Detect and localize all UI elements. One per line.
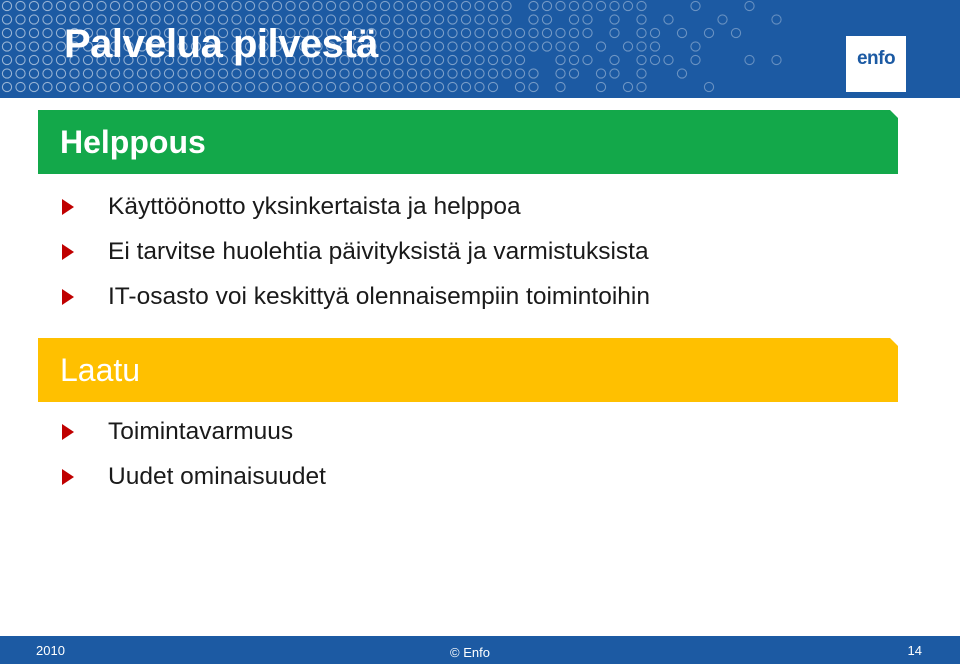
pattern-circle (650, 42, 659, 51)
pattern-circle (16, 69, 25, 78)
pattern-circle (340, 1, 349, 10)
pattern-circle (407, 28, 416, 37)
pattern-circle (461, 15, 470, 24)
pattern-circle (2, 42, 11, 51)
pattern-circle (529, 69, 538, 78)
pattern-circle (542, 28, 551, 37)
pattern-circle (718, 15, 727, 24)
pattern-circle (29, 1, 38, 10)
pattern-circle (529, 82, 538, 91)
pattern-circle (448, 55, 457, 64)
pattern-circle (380, 82, 389, 91)
pattern-circle (16, 15, 25, 24)
pattern-circle (637, 28, 646, 37)
pattern-circle (367, 82, 376, 91)
pattern-circle (407, 55, 416, 64)
pattern-circle (569, 55, 578, 64)
pattern-circle (29, 69, 38, 78)
pattern-circle (772, 15, 781, 24)
pattern-circle (421, 1, 430, 10)
pattern-circle (70, 1, 79, 10)
pattern-circle (286, 82, 295, 91)
bullet-arrow-icon (62, 244, 74, 260)
pattern-circle (394, 42, 403, 51)
pattern-circle (16, 1, 25, 10)
pattern-circle (502, 55, 511, 64)
pattern-circle (475, 69, 484, 78)
pattern-circle (259, 1, 268, 10)
pattern-circle (542, 1, 551, 10)
pattern-circle (488, 69, 497, 78)
pattern-circle (340, 82, 349, 91)
pattern-circle (556, 55, 565, 64)
pattern-circle (83, 82, 92, 91)
slide-footer (0, 636, 960, 664)
pattern-circle (448, 42, 457, 51)
pattern-circle (596, 69, 605, 78)
pattern-circle (448, 15, 457, 24)
pattern-circle (475, 55, 484, 64)
pattern-circle (691, 55, 700, 64)
pattern-circle (596, 42, 605, 51)
pattern-circle (407, 15, 416, 24)
bullet-arrow-icon (62, 469, 74, 485)
pattern-circle (515, 28, 524, 37)
pattern-circle (448, 69, 457, 78)
pattern-circle (124, 1, 133, 10)
pattern-circle (610, 1, 619, 10)
pattern-circle (542, 15, 551, 24)
list-item (62, 184, 521, 229)
pattern-circle (2, 15, 11, 24)
pattern-circle (205, 82, 214, 91)
bullet-arrow-icon (62, 424, 74, 440)
list-item (62, 274, 650, 319)
pattern-circle (70, 69, 79, 78)
pattern-circle (623, 82, 632, 91)
pattern-circle (637, 69, 646, 78)
pattern-circle (407, 42, 416, 51)
pattern-circle (272, 69, 281, 78)
pattern-circle (434, 28, 443, 37)
pattern-circle (124, 82, 133, 91)
pattern-circle (421, 15, 430, 24)
pattern-circle (772, 55, 781, 64)
pattern-circle (232, 1, 241, 10)
pattern-circle (623, 42, 632, 51)
pattern-circle (623, 1, 632, 10)
section-bar-shape (38, 338, 898, 402)
bullet-list-helppous (62, 184, 650, 319)
pattern-circle (434, 55, 443, 64)
section-title-laatu: Laatu (60, 352, 141, 388)
pattern-circle (556, 69, 565, 78)
pattern-circle (515, 42, 524, 51)
list-item (62, 454, 326, 499)
pattern-circle (488, 82, 497, 91)
slide-header (0, 0, 960, 98)
pattern-circle (569, 15, 578, 24)
pattern-circle (326, 1, 335, 10)
pattern-circle (2, 1, 11, 10)
pattern-circle (367, 69, 376, 78)
pattern-circle (43, 28, 52, 37)
pattern-circle (380, 42, 389, 51)
pattern-circle (515, 69, 524, 78)
pattern-circle (299, 69, 308, 78)
enfo-logo (846, 36, 906, 92)
pattern-circle (745, 55, 754, 64)
pattern-circle (583, 1, 592, 10)
pattern-circle (56, 82, 65, 91)
pattern-circle (461, 55, 470, 64)
section-bar-helppous (38, 110, 898, 174)
pattern-circle (313, 82, 322, 91)
pattern-circle (583, 55, 592, 64)
pattern-circle (421, 28, 430, 37)
pattern-circle (205, 69, 214, 78)
pattern-circle (488, 28, 497, 37)
pattern-circle (556, 82, 565, 91)
pattern-circle (124, 69, 133, 78)
pattern-circle (502, 15, 511, 24)
pattern-circle (529, 42, 538, 51)
pattern-circle (340, 69, 349, 78)
pattern-circle (97, 69, 106, 78)
pattern-circle (367, 1, 376, 10)
section-title-helppous: Helppous (60, 124, 206, 160)
pattern-circle (650, 28, 659, 37)
pattern-circle (461, 82, 470, 91)
pattern-circle (488, 1, 497, 10)
pattern-circle (232, 69, 241, 78)
pattern-circle (313, 69, 322, 78)
pattern-circle (205, 1, 214, 10)
bullet-text: Toimintavarmuus (108, 417, 294, 445)
pattern-circle (664, 55, 673, 64)
pattern-circle (461, 1, 470, 10)
bullet-text: IT-osasto voi keskittyä olennaisempiin toimintoihin (108, 282, 650, 310)
pattern-circle (286, 69, 295, 78)
slide-title: Palvelua pilvestä (64, 22, 378, 66)
pattern-circle (475, 28, 484, 37)
section-bar-laatu (38, 338, 898, 402)
pattern-circle (583, 15, 592, 24)
pattern-circle (569, 69, 578, 78)
pattern-circle (488, 42, 497, 51)
pattern-circle (2, 28, 11, 37)
pattern-circle (434, 69, 443, 78)
pattern-circle (43, 42, 52, 51)
pattern-circle (29, 82, 38, 91)
pattern-circle (326, 82, 335, 91)
pattern-circle (110, 82, 119, 91)
pattern-circle (2, 82, 11, 91)
pattern-circle (380, 69, 389, 78)
pattern-circle (556, 28, 565, 37)
pattern-circle (677, 28, 686, 37)
pattern-circle (583, 28, 592, 37)
pattern-circle (137, 82, 146, 91)
pattern-circle (151, 1, 160, 10)
pattern-circle (326, 69, 335, 78)
pattern-circle (43, 69, 52, 78)
pattern-circle (56, 69, 65, 78)
pattern-circle (137, 1, 146, 10)
pattern-circle (569, 1, 578, 10)
pattern-circle (191, 82, 200, 91)
pattern-circle (502, 28, 511, 37)
list-item (62, 229, 649, 274)
pattern-circle (502, 42, 511, 51)
footer-copyright: © Enfo (450, 645, 490, 660)
bullet-arrow-icon (62, 199, 74, 215)
pattern-circle (569, 42, 578, 51)
pattern-circle (394, 82, 403, 91)
pattern-circle (637, 1, 646, 10)
pattern-circle (461, 69, 470, 78)
pattern-circle (461, 42, 470, 51)
pattern-circle (394, 15, 403, 24)
pattern-circle (29, 28, 38, 37)
pattern-circle (434, 1, 443, 10)
pattern-circle (191, 69, 200, 78)
pattern-circle (475, 15, 484, 24)
pattern-circle (29, 55, 38, 64)
pattern-circle (502, 1, 511, 10)
pattern-circle (542, 42, 551, 51)
pattern-circle (43, 1, 52, 10)
pattern-circle (691, 1, 700, 10)
pattern-circle (353, 69, 362, 78)
pattern-circle (529, 15, 538, 24)
pattern-circle (380, 55, 389, 64)
pattern-circle (178, 82, 187, 91)
bullet-list-laatu (62, 409, 326, 499)
pattern-circle (272, 1, 281, 10)
pattern-circle (394, 55, 403, 64)
pattern-circle (448, 1, 457, 10)
pattern-circle (110, 1, 119, 10)
pattern-circle (97, 1, 106, 10)
pattern-circle (2, 55, 11, 64)
pattern-circle (353, 82, 362, 91)
pattern-circle (421, 55, 430, 64)
pattern-circle (637, 55, 646, 64)
pattern-circle (164, 69, 173, 78)
pattern-circle (637, 82, 646, 91)
pattern-circle (448, 28, 457, 37)
pattern-circle (556, 42, 565, 51)
pattern-circle (475, 1, 484, 10)
pattern-circle (502, 69, 511, 78)
pattern-circle (421, 42, 430, 51)
pattern-circle (272, 82, 281, 91)
pattern-circle (43, 15, 52, 24)
pattern-circle (421, 69, 430, 78)
pattern-circle (137, 69, 146, 78)
pattern-circle (16, 28, 25, 37)
pattern-circle (178, 69, 187, 78)
pattern-circle (70, 82, 79, 91)
pattern-circle (245, 69, 254, 78)
pattern-circle (380, 1, 389, 10)
pattern-circle (178, 1, 187, 10)
pattern-circle (434, 82, 443, 91)
pattern-circle (515, 55, 524, 64)
list-item (62, 409, 294, 454)
pattern-circle (259, 69, 268, 78)
pattern-circle (650, 55, 659, 64)
pattern-circle (529, 1, 538, 10)
pattern-circle (16, 82, 25, 91)
pattern-circle (218, 82, 227, 91)
pattern-circle (245, 82, 254, 91)
pattern-circle (704, 82, 713, 91)
pattern-circle (664, 15, 673, 24)
pattern-circle (434, 15, 443, 24)
pattern-circle (164, 1, 173, 10)
pattern-circle (704, 28, 713, 37)
pattern-circle (596, 82, 605, 91)
pattern-circle (16, 42, 25, 51)
pattern-circle (56, 1, 65, 10)
footer-year: 2010 (36, 643, 65, 658)
pattern-circle (434, 42, 443, 51)
pattern-circle (2, 69, 11, 78)
pattern-circle (43, 82, 52, 91)
pattern-circle (448, 82, 457, 91)
pattern-circle (745, 1, 754, 10)
pattern-circle (245, 1, 254, 10)
pattern-circle (151, 69, 160, 78)
pattern-circle (731, 28, 740, 37)
pattern-circle (407, 82, 416, 91)
pattern-circle (394, 28, 403, 37)
pattern-circle (380, 28, 389, 37)
pattern-circle (488, 15, 497, 24)
page-number: 14 (907, 643, 922, 658)
pattern-circle (97, 82, 106, 91)
pattern-circle (218, 69, 227, 78)
pattern-circle (151, 82, 160, 91)
pattern-circle (637, 42, 646, 51)
pattern-circle (407, 69, 416, 78)
pattern-circle (488, 55, 497, 64)
pattern-circle (610, 55, 619, 64)
pattern-circle (110, 69, 119, 78)
pattern-circle (515, 82, 524, 91)
bullet-arrow-icon (62, 289, 74, 305)
pattern-circle (610, 69, 619, 78)
pattern-circle (83, 69, 92, 78)
pattern-circle (191, 1, 200, 10)
pattern-circle (83, 1, 92, 10)
pattern-circle (475, 42, 484, 51)
pattern-circle (43, 55, 52, 64)
pattern-circle (691, 42, 700, 51)
pattern-circle (380, 15, 389, 24)
pattern-circle (29, 15, 38, 24)
pattern-circle (461, 28, 470, 37)
pattern-circle (529, 28, 538, 37)
pattern-circle (218, 1, 227, 10)
pattern-circle (637, 15, 646, 24)
pattern-circle (556, 1, 565, 10)
pattern-circle (394, 1, 403, 10)
pattern-circle (29, 42, 38, 51)
logo-text: enfo (856, 48, 896, 69)
pattern-circle (421, 82, 430, 91)
pattern-circle (232, 82, 241, 91)
bullet-text: Uudet ominaisuudet (108, 462, 326, 490)
pattern-circle (610, 28, 619, 37)
pattern-circle (475, 82, 484, 91)
pattern-circle (596, 1, 605, 10)
pattern-circle (569, 28, 578, 37)
pattern-circle (286, 1, 295, 10)
pattern-circle (353, 1, 362, 10)
pattern-circle (610, 15, 619, 24)
pattern-circle (259, 82, 268, 91)
pattern-circle (16, 55, 25, 64)
pattern-circle (394, 69, 403, 78)
pattern-circle (299, 1, 308, 10)
bullet-text: Käyttöönotto yksinkertaista ja helppoa (108, 192, 521, 220)
pattern-circle (407, 1, 416, 10)
pattern-circle (313, 1, 322, 10)
pattern-circle (677, 69, 686, 78)
pattern-circle (164, 82, 173, 91)
pattern-circle (299, 82, 308, 91)
bullet-text: Ei tarvitse huolehtia päivityksistä ja varmistuksista (108, 237, 649, 265)
